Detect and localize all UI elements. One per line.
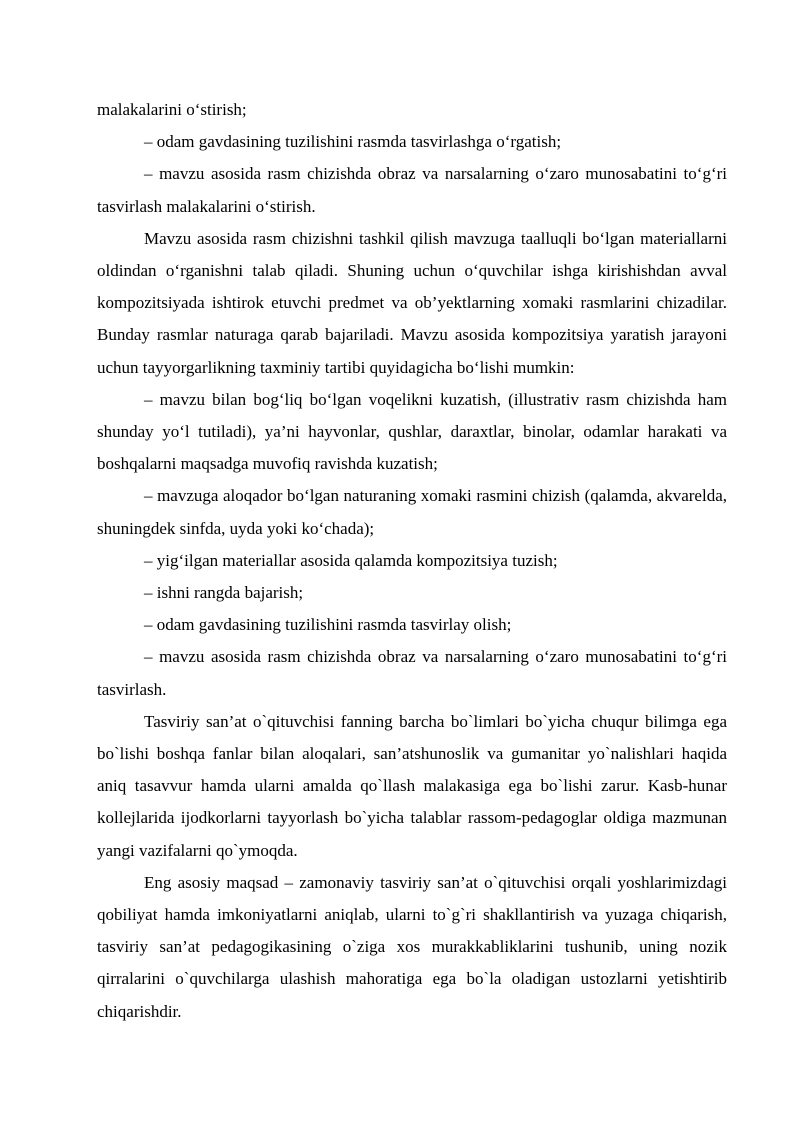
list-item-goal: – mavzu asosida rasm chizishda obraz va narsalarning o‘zaro munosabatini to‘g‘ri tasvirlash malakalarini o‘stirish.: [97, 164, 727, 216]
list-item-step: – mavzu asosida rasm chizishda obraz va narsalarning o‘zaro munosabatini to‘g‘ri tasvirlash.: [97, 647, 727, 699]
list-item-step: – mavzuga aloqador bo‘lgan naturaning xomaki rasmini chizish (qalamda, akvarelda, shuningdek sinfda, uyda yoki ko‘chada);: [97, 486, 727, 538]
paragraph-continuation: malakalarini o‘stirish;: [97, 100, 247, 119]
list-item-step: – mavzu bilan bog‘liq bo‘lgan voqelikni kuzatish, (illustrativ rasm chizishda ham shunday yo‘l tutiladi), ya’ni hayvonlar, qushlar, daraxtlar, binolar, odamlar harakati va boshqalarni maqsadga muvofiq ravishda kuzatish;: [97, 389, 727, 474]
list-item-step: – ishni rangda bajarish;: [144, 583, 304, 603]
document-body: [97, 94, 727, 1028]
paragraph-teacher-requirements: Tasviriy san’at o`qituvchisi fanning barcha bo`limlari bo`yicha chuqur bilimga ega bo`lishi boshqa fanlar bilan aloqalari, san’atshunoslik va gumanitar yo`nalishlari haqida aniq tasavvur hamda ularni amalda qo`llash malakasiga ega bo`lishi zarur. Kasb-hunar kollejlarida ijodkorlarni tayyorlash bo`yicha talablar rassom-pedagoglar oldiga mazmunan yangi vazifalarni qo`ymoqda.: [97, 711, 727, 860]
list-item-step: – yig‘ilgan materiallar asosida qalamda kompozitsiya tuzish;: [144, 550, 558, 570]
list-item-step: – odam gavdasining tuzilishini rasmda tasvirlay olish;: [144, 615, 512, 635]
list-item-goal: – odam gavdasining tuzilishini rasmda tasvirlashga o‘rgatish;: [144, 132, 562, 152]
paragraph-thematic-drawing: Mavzu asosida rasm chizishni tashkil qilish mavzuga taalluqli bo‘lgan materiallarni oldindan o‘rganishni talab qiladi. Shuning uchun o‘quvchilar ishga kirishishdan avval kompozitsiyada ishtirok etuvchi predmet va ob’yektlarning xomaki rasmlarini chizadilar. Bunday rasmlar naturaga qarab bajariladi. Mavzu asosida kompozitsiya yaratish jarayoni uchun tayyorgarlikning taxminiy tartibi quyidagicha bo‘lishi mumkin:: [97, 228, 727, 377]
paragraph-main-goal: Eng asosiy maqsad – zamonaviy tasviriy san’at o`qituvchisi orqali yoshlarimizdagi qobiliyat hamda imkoniyatlarni aniqlab, ularni to`g`ri shakllantirish va yuzaga chiqarish, tasviriy san’at pedagogikasining o`ziga xos murakkabliklarini tushunib, uning nozik qirralarini o`quvchilarga ulashish mahoratiga ega bo`la oladigan ustozlarni yetishtirib chiqarishdir.: [97, 872, 727, 1021]
